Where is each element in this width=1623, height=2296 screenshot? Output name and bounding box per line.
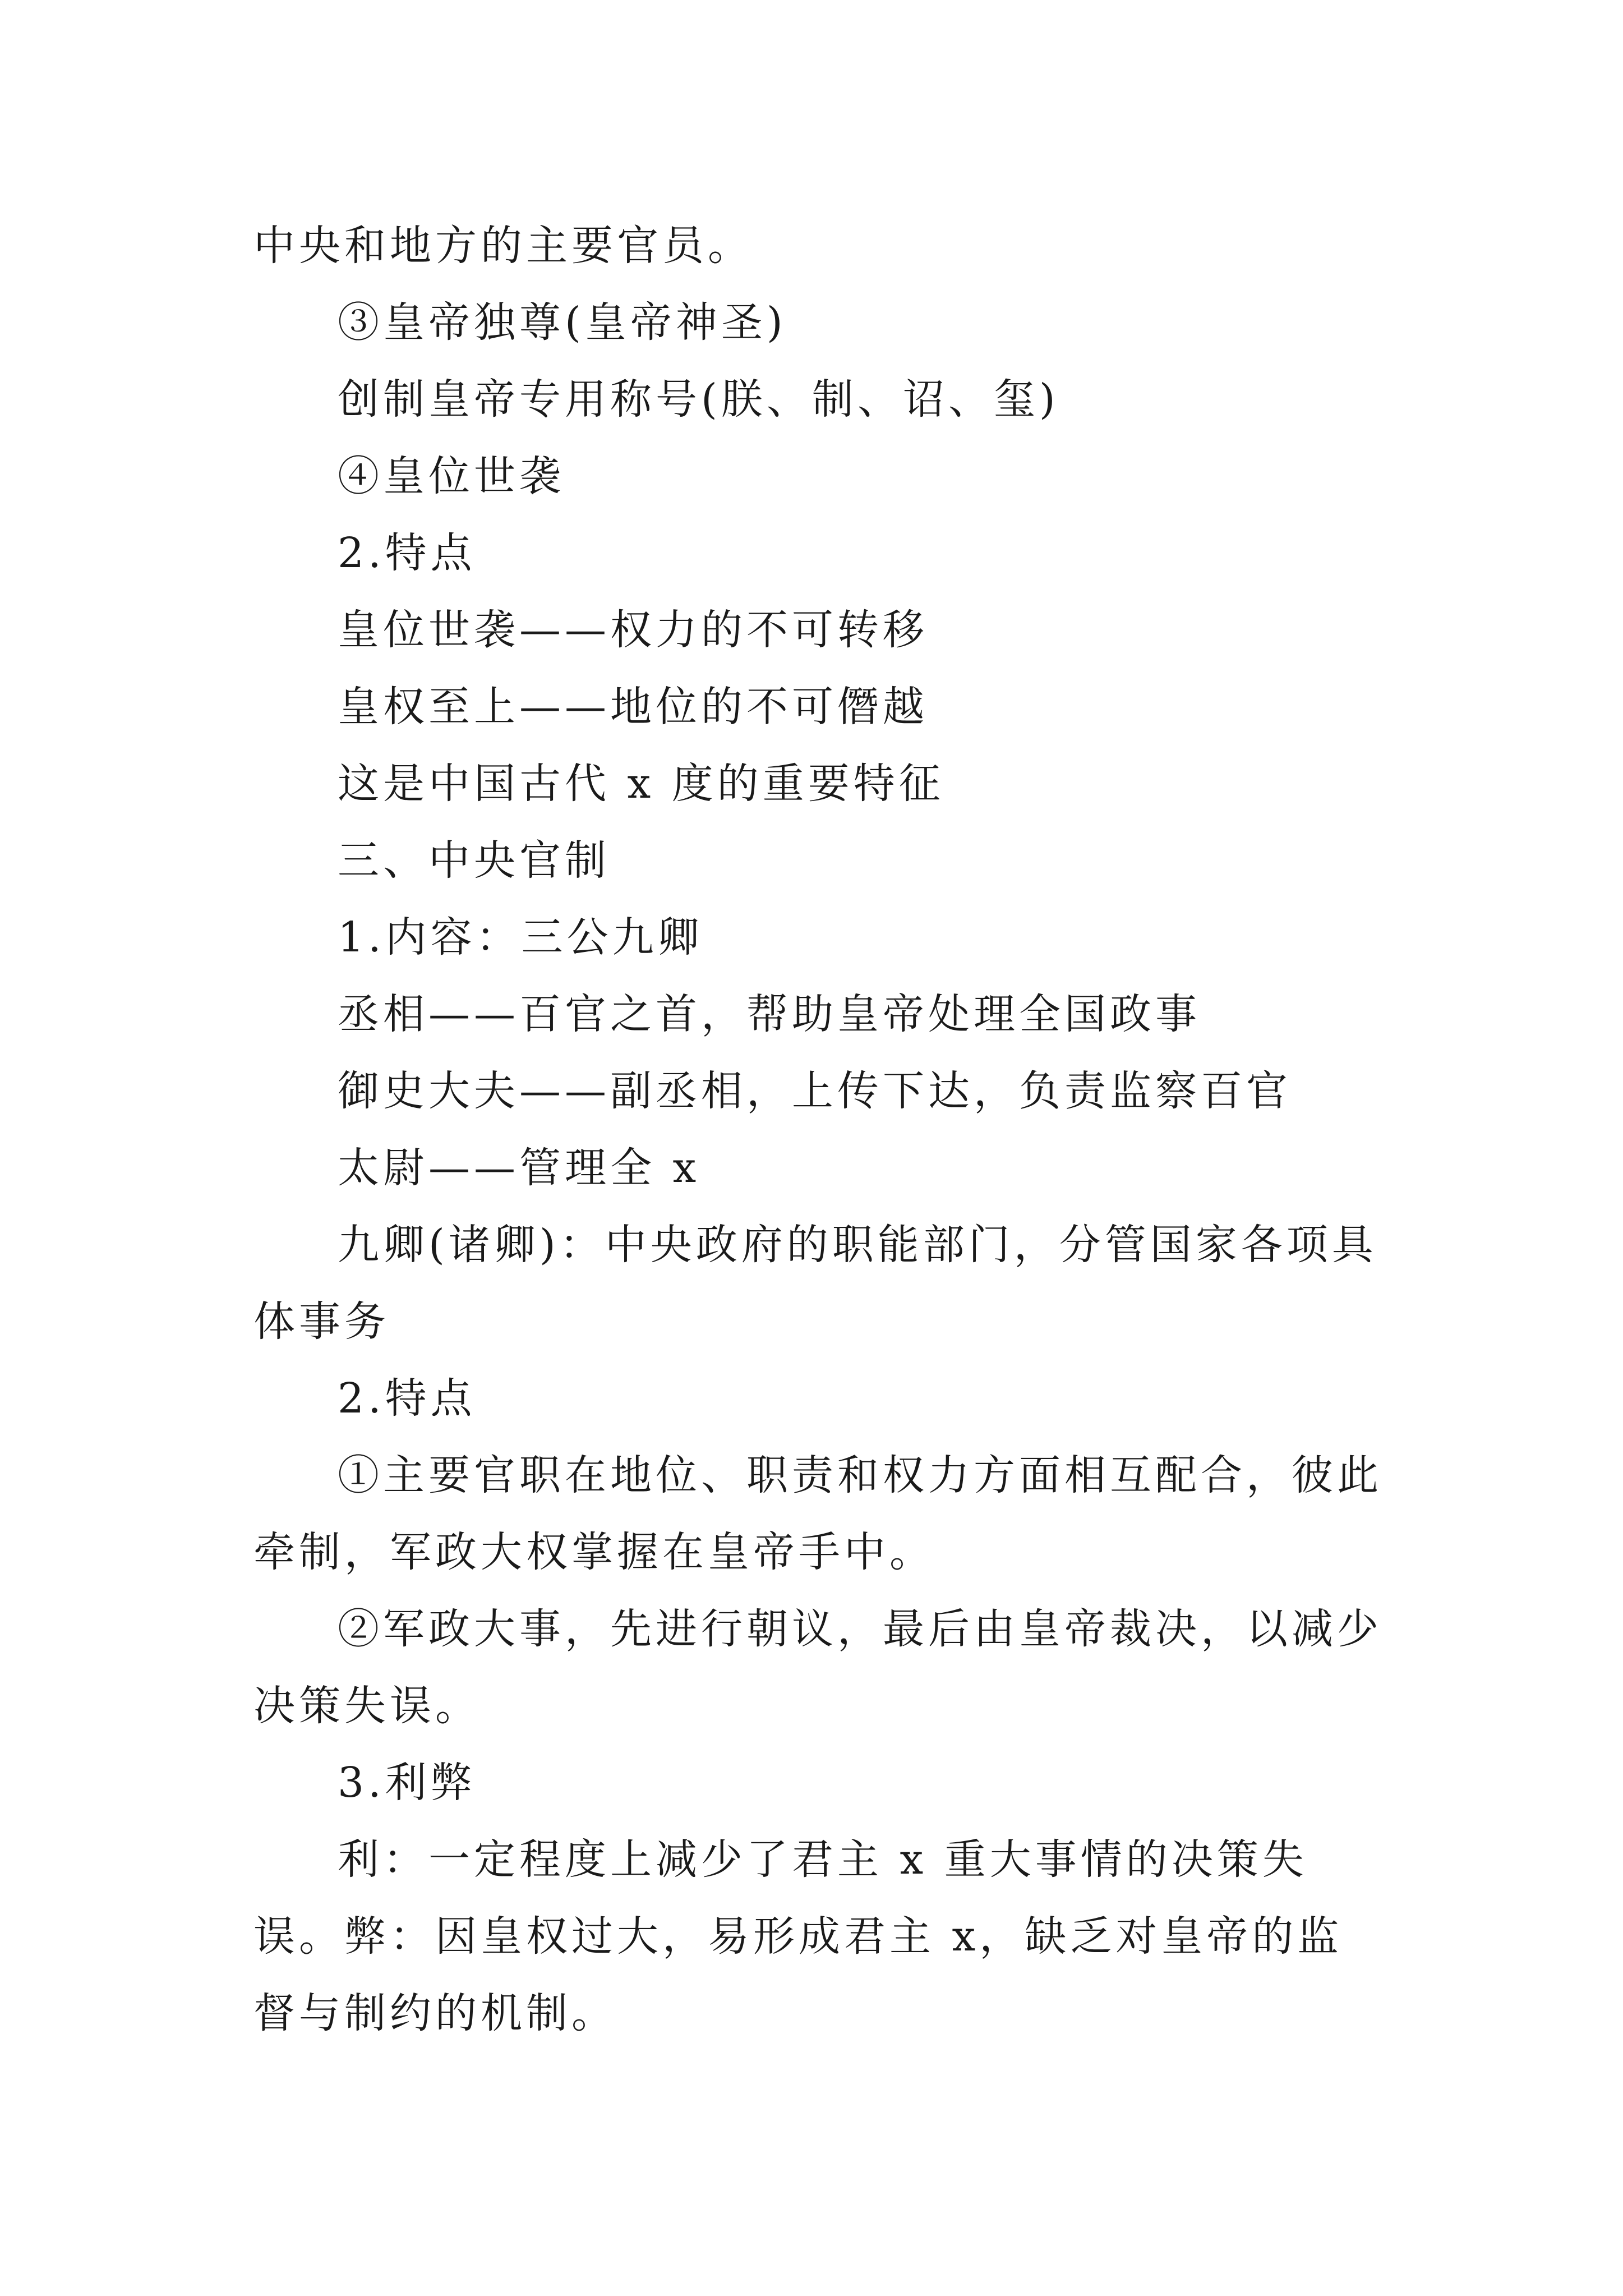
paragraph-emperor-titles: 创制皇帝专用称号(朕、制、诏、玺) — [338, 375, 1059, 424]
paragraph-hereditary-throne: ④皇位世袭 — [338, 452, 565, 500]
heading-features-1: 2.特点 — [338, 529, 476, 577]
paragraph-feature-hereditary: 皇位世袭——权力的不可转移 — [338, 606, 928, 654]
heading-central-officials: 三、中央官制 — [338, 836, 610, 885]
paragraph-pros-cons: 利：一定程度上减少了君主 x 重大事情的决策失误。弊：因皇权过大，易形成君主 x，缺乏对皇帝的监督与制约的机制。 — [253, 1835, 1343, 2037]
paragraph-feature-summary: 这是中国古代 x 度的重要特征 — [338, 760, 944, 808]
heading-content: 1.内容：三公九卿 — [338, 913, 703, 961]
paragraph-grand-commandant: 太尉——管理全 x — [338, 1144, 700, 1192]
document-body — [253, 208, 1386, 2052]
paragraph-nine-ministers: 九卿(诸卿)：中央政府的职能部门，分管国家各项具体事务 — [253, 1221, 1377, 1346]
heading-pros-cons: 3.利弊 — [338, 1759, 476, 1807]
paragraph-feature-checks: ①主要官职在地位、职责和权力方面相互配合，彼此牵制，军政大权掌握在皇帝手中。 — [253, 1451, 1382, 1576]
paragraph-feature-deliberation: ②军政大事，先进行朝议，最后由皇帝裁决，以减少决策失误。 — [253, 1605, 1382, 1730]
heading-features-2: 2.特点 — [338, 1374, 476, 1423]
paragraph-chancellor: 丞相——百官之首，帮助皇帝处理全国政事 — [338, 990, 1201, 1038]
paragraph-emperor-supreme: ③皇帝独尊(皇帝神圣) — [338, 298, 787, 347]
paragraph-censor: 御史大夫——副丞相，上传下达，负责监察百官 — [338, 1067, 1292, 1115]
paragraph-officials: 中央和地方的主要官员。 — [253, 222, 753, 270]
paragraph-feature-supreme: 皇权至上——地位的不可僭越 — [338, 683, 928, 731]
